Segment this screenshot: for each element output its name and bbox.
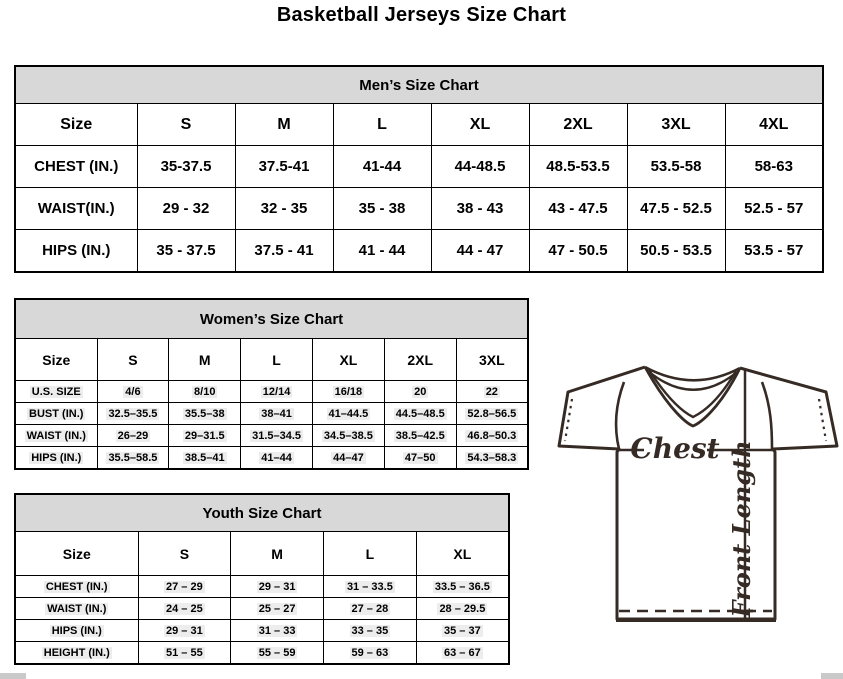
column-header: 2XL [529, 104, 627, 146]
cell: 16/18 [312, 381, 384, 403]
row-label: CHEST (IN.) [15, 146, 137, 188]
column-header: 2XL [384, 339, 456, 381]
front-length-label: Front Length [727, 440, 756, 618]
cell: 63 – 67 [416, 642, 509, 665]
cell: 29 – 31 [138, 620, 231, 642]
cell: 47–50 [384, 447, 456, 470]
cell: 37.5 - 41 [235, 230, 333, 273]
womens-table-title: Women’s Size Chart [15, 299, 528, 339]
table-row [15, 381, 528, 403]
mens-size-chart-table [14, 65, 824, 273]
cell: 50.5 - 53.5 [627, 230, 725, 273]
row-label: WAIST (IN.) [15, 598, 138, 620]
jersey-measurement-diagram [553, 362, 843, 628]
cell: 52.5 - 57 [725, 188, 823, 230]
cell: 35 - 38 [333, 188, 431, 230]
cell: 35-37.5 [137, 146, 235, 188]
cell: 53.5-58 [627, 146, 725, 188]
table-row [15, 598, 509, 620]
mens-table-title: Men’s Size Chart [15, 66, 823, 104]
cell: 33 – 35 [324, 620, 417, 642]
table-row [15, 532, 509, 576]
table-row [15, 403, 528, 425]
page-title: Basketball Jerseys Size Chart [276, 4, 567, 26]
right-armhole-seam [762, 382, 772, 449]
column-header: XL [312, 339, 384, 381]
cell: 51 – 55 [138, 642, 231, 665]
row-label: WAIST (IN.) [15, 425, 97, 447]
column-header: S [97, 339, 169, 381]
cell: 22 [456, 381, 528, 403]
cell: 34.5–38.5 [312, 425, 384, 447]
cell: 12/14 [241, 381, 313, 403]
cell: 29 – 31 [231, 576, 324, 598]
table-row [15, 230, 823, 273]
cell: 52.8–56.5 [456, 403, 528, 425]
cell: 24 – 25 [138, 598, 231, 620]
cell: 37.5-41 [235, 146, 333, 188]
cell: 43 - 47.5 [529, 188, 627, 230]
column-header: XL [431, 104, 529, 146]
cell: 38.5–42.5 [384, 425, 456, 447]
cell: 59 – 63 [324, 642, 417, 665]
cell: 44 - 47 [431, 230, 529, 273]
table-row [15, 66, 823, 104]
column-header: L [324, 532, 417, 576]
cell: 38.5–41 [169, 447, 241, 470]
column-header: XL [416, 532, 509, 576]
cell: 35.5–58.5 [97, 447, 169, 470]
cell: 44-48.5 [431, 146, 529, 188]
cell: 20 [384, 381, 456, 403]
scrollbar-fragment-left[interactable] [0, 673, 26, 679]
cell: 41–44.5 [312, 403, 384, 425]
table-row [15, 425, 528, 447]
column-header: Size [15, 532, 138, 576]
column-header: M [235, 104, 333, 146]
cell: 25 – 27 [231, 598, 324, 620]
column-header: 3XL [627, 104, 725, 146]
cell: 26–29 [97, 425, 169, 447]
row-label: HIPS (IN.) [15, 230, 137, 273]
chest-label: Chest [630, 432, 720, 465]
column-header: M [169, 339, 241, 381]
cell: 28 – 29.5 [416, 598, 509, 620]
cell: 35 - 37.5 [137, 230, 235, 273]
cell: 46.8–50.3 [456, 425, 528, 447]
cell: 31 – 33.5 [324, 576, 417, 598]
cell: 31.5–34.5 [241, 425, 313, 447]
cell: 32.5–35.5 [97, 403, 169, 425]
scrollbar-fragment-right[interactable] [821, 673, 843, 679]
cell: 58-63 [725, 146, 823, 188]
column-header: 3XL [456, 339, 528, 381]
cell: 4/6 [97, 381, 169, 403]
column-header: M [231, 532, 324, 576]
cell: 48.5-53.5 [529, 146, 627, 188]
youth-table-title: Youth Size Chart [15, 494, 509, 532]
row-label: WAIST(IN.) [15, 188, 137, 230]
jersey-outline [559, 367, 837, 619]
row-label: BUST (IN.) [15, 403, 97, 425]
cell: 41–44 [241, 447, 313, 470]
cell: 54.3–58.3 [456, 447, 528, 470]
table-row [15, 447, 528, 470]
column-header: L [241, 339, 313, 381]
cell: 27 – 29 [138, 576, 231, 598]
table-row [15, 146, 823, 188]
cell: 38–41 [241, 403, 313, 425]
column-header: Size [15, 339, 97, 381]
row-label: HIPS (IN.) [15, 620, 138, 642]
table-row [15, 339, 528, 381]
row-label: CHEST (IN.) [15, 576, 138, 598]
cell: 33.5 – 36.5 [416, 576, 509, 598]
cell: 32 - 35 [235, 188, 333, 230]
left-armhole-seam [616, 382, 624, 449]
cell: 44.5–48.5 [384, 403, 456, 425]
cell: 53.5 - 57 [725, 230, 823, 273]
cell: 8/10 [169, 381, 241, 403]
column-header: S [138, 532, 231, 576]
cell: 35 – 37 [416, 620, 509, 642]
cell: 27 – 28 [324, 598, 417, 620]
column-header: Size [15, 104, 137, 146]
cell: 41 - 44 [333, 230, 431, 273]
column-header: 4XL [725, 104, 823, 146]
cell: 35.5–38 [169, 403, 241, 425]
table-row [15, 642, 509, 665]
cell: 44–47 [312, 447, 384, 470]
cell: 29 - 32 [137, 188, 235, 230]
table-row [15, 620, 509, 642]
table-row [15, 188, 823, 230]
cell: 38 - 43 [431, 188, 529, 230]
column-header: S [137, 104, 235, 146]
cell: 31 – 33 [231, 620, 324, 642]
table-row [15, 576, 509, 598]
cell: 47.5 - 52.5 [627, 188, 725, 230]
cell: 29–31.5 [169, 425, 241, 447]
row-label: U.S. SIZE [15, 381, 97, 403]
row-label: HIPS (IN.) [15, 447, 97, 470]
table-row [15, 299, 528, 339]
table-row [15, 494, 509, 532]
cell: 41-44 [333, 146, 431, 188]
table-row [15, 104, 823, 146]
womens-size-chart-table [14, 298, 529, 470]
row-label: HEIGHT (IN.) [15, 642, 138, 665]
cell: 55 – 59 [231, 642, 324, 665]
right-sleeve-stitch-dashes [819, 399, 826, 441]
cell: 47 - 50.5 [529, 230, 627, 273]
youth-size-chart-table [14, 493, 510, 665]
column-header: L [333, 104, 431, 146]
